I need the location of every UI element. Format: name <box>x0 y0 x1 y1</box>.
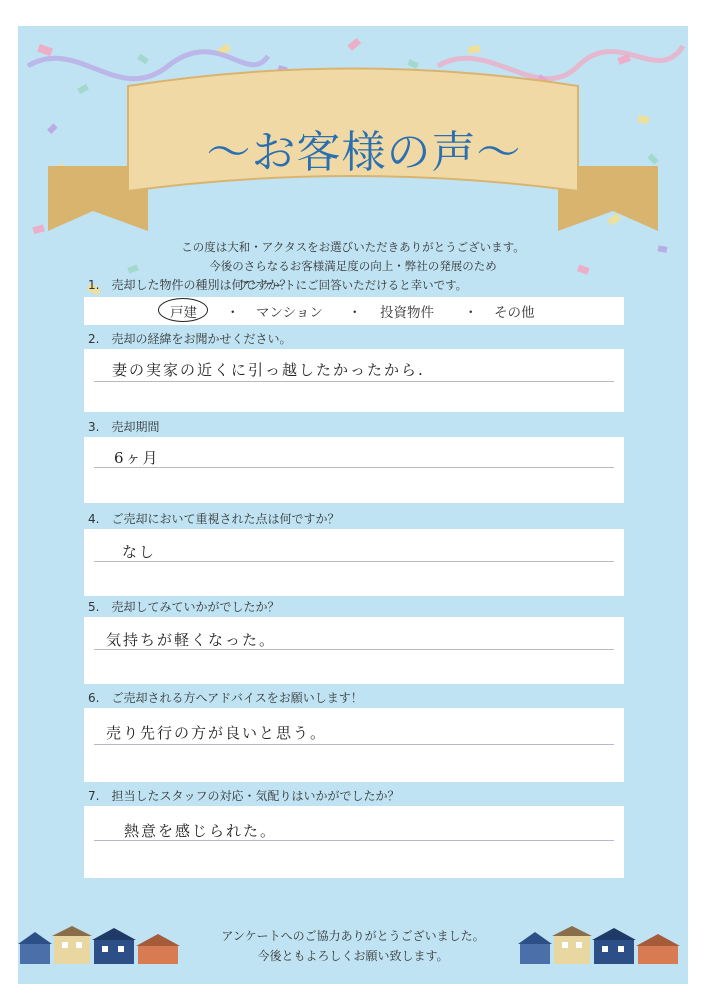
intro-line: 今後のさらなるお客様満足度の向上・弊社の発展のため <box>209 259 497 273</box>
closing-line: アンケートへのご協力ありがとうございました。 <box>221 929 485 943</box>
option-separator: ・ <box>348 305 362 321</box>
answer-rule <box>94 744 614 745</box>
banner-title: 〜お客様の声〜 <box>206 127 522 178</box>
survey-sheet <box>18 26 688 984</box>
question-6-answer: 売り先行の方が良いと思う。 <box>106 724 328 742</box>
question-4-answer-box <box>84 529 624 596</box>
question-4-answer: なし <box>122 543 157 561</box>
question-2-answer: 妻の実家の近くに引っ越したかったから. <box>112 361 425 379</box>
option-other: その他 <box>494 305 535 321</box>
question-2-answer-box <box>84 349 624 412</box>
answer-rule <box>94 381 614 382</box>
intro-line: この度は大和・アクタスをお選びいただきありがとうございます。 <box>181 240 525 254</box>
option-condominium: マンション <box>256 305 323 321</box>
question-3-answer-box <box>84 437 624 503</box>
option-investment-property: 投資物件 <box>380 305 434 321</box>
question-5-answer: 気持ちが軽くなった。 <box>106 631 277 649</box>
question-7-label: 7. 担当したスタッフの対応・気配りはいかがでしたか？ <box>88 789 400 803</box>
houses-illustration-left <box>18 926 188 966</box>
question-5-answer-box <box>84 617 624 684</box>
answer-rule <box>94 840 614 841</box>
answer-rule <box>94 561 614 562</box>
question-3-label: 3. 売却期間 <box>88 420 160 434</box>
intro-line: アンケートにご回答いただけると幸いです。 <box>238 278 468 292</box>
answer-rule <box>94 649 614 650</box>
option-separator: ・ <box>464 305 478 321</box>
question-5-label: 5. 売却してみていかがでしたか？ <box>88 600 280 614</box>
answer-rule <box>94 467 614 468</box>
question-6-answer-box <box>84 708 624 782</box>
question-1-answer-box <box>84 297 624 325</box>
question-4-label: 4. ご売却において重視された点は何ですか？ <box>88 512 340 526</box>
option-detached-house: 戸建 <box>170 305 197 321</box>
question-2-label: 2. 売却の経緯をお聞かせください。 <box>88 332 292 346</box>
question-7-answer-box <box>84 806 624 878</box>
question-3-answer: 6ヶ月 <box>114 449 160 467</box>
option-separator: ・ <box>226 305 240 321</box>
question-1-label: 1. 売却した物件の種別は何ですか？ <box>88 278 292 292</box>
question-7-answer: 熱意を感じられた。 <box>124 822 278 840</box>
houses-illustration-right <box>518 926 688 966</box>
question-6-label: 6. ご売却される方へアドバイスをお願いします！ <box>88 691 363 705</box>
closing-line: 今後ともよろしくお願い致します。 <box>257 949 449 963</box>
